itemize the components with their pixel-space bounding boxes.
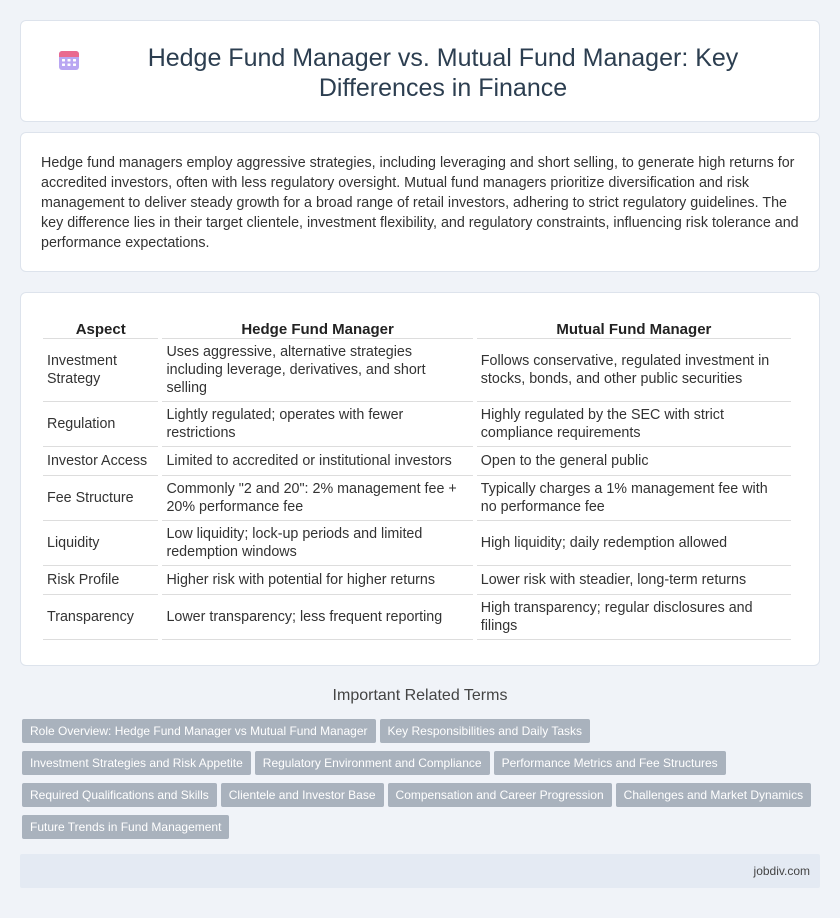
table-row [43, 521, 791, 566]
cell-hedge: Uses aggressive, alternative strategies including leverage, derivatives, and short selling [162, 339, 472, 402]
related-term-tag[interactable]: Regulatory Environment and Compliance [255, 751, 490, 775]
header-hedge-fund: Hedge Fund Manager [162, 313, 472, 339]
table-header-row [43, 313, 791, 339]
comparison-card [20, 292, 820, 666]
cell-mutual: High liquidity; daily redemption allowed [477, 521, 791, 566]
header-aspect: Aspect [43, 313, 158, 339]
related-term-tag[interactable]: Future Trends in Fund Management [22, 815, 229, 839]
related-term-tag[interactable]: Performance Metrics and Fee Structures [494, 751, 726, 775]
intro-card [20, 132, 820, 272]
cell-aspect: Investor Access [43, 447, 158, 476]
cell-mutual: Follows conservative, regulated investment in stocks, bonds, and other public securities [477, 339, 791, 402]
cell-aspect: Regulation [43, 402, 158, 447]
footer [20, 854, 820, 888]
intro-text: Hedge fund managers employ aggressive strategies, including leveraging and short selling, to generate high returns for accredited investors, often with less regulatory oversight. Mutual fund managers prioritize diversification and risk management to deliver steady growth for a broad range of retail investors, adhering to strict regulatory guidelines. The key difference lies in their target clientele, investment flexibility, and regulatory constraints, influencing risk tolerance and performance expectations. [41, 155, 799, 251]
related-term-tag[interactable]: Compensation and Career Progression [388, 783, 612, 807]
cell-hedge: Higher risk with potential for higher returns [162, 566, 472, 595]
cell-aspect: Risk Profile [43, 566, 158, 595]
related-term-tag[interactable]: Role Overview: Hedge Fund Manager vs Mutual Fund Manager [22, 719, 376, 743]
related-term-tag[interactable]: Investment Strategies and Risk Appetite [22, 751, 251, 775]
cell-mutual: Open to the general public [477, 447, 791, 476]
calendar-icon [57, 48, 81, 72]
footer-site[interactable]: jobdiv.com [753, 864, 810, 878]
cell-hedge: Lightly regulated; operates with fewer restrictions [162, 402, 472, 447]
cell-hedge: Low liquidity; lock-up periods and limited redemption windows [162, 521, 472, 566]
related-terms-list [22, 719, 822, 847]
cell-mutual: Lower risk with steadier, long-term returns [477, 566, 791, 595]
table-row [43, 595, 791, 640]
related-term-tag[interactable]: Challenges and Market Dynamics [616, 783, 811, 807]
related-terms-title: Important Related Terms [332, 687, 508, 704]
cell-hedge: Limited to accredited or institutional investors [162, 447, 472, 476]
page-title: Hedge Fund Manager vs. Mutual Fund Manager: Key Differences in Finance [147, 44, 739, 102]
table-row [43, 402, 791, 447]
header-mutual-fund: Mutual Fund Manager [477, 313, 791, 339]
cell-aspect: Liquidity [43, 521, 158, 566]
header-card [20, 20, 820, 122]
cell-hedge: Commonly "2 and 20": 2% management fee + 20% performance fee [162, 476, 472, 521]
cell-aspect: Transparency [43, 595, 158, 640]
table-row [43, 339, 791, 402]
cell-hedge: Lower transparency; less frequent reporting [162, 595, 472, 640]
related-term-tag[interactable]: Required Qualifications and Skills [22, 783, 217, 807]
cell-mutual: Typically charges a 1% management fee with no performance fee [477, 476, 791, 521]
table-row [43, 447, 791, 476]
cell-mutual: Highly regulated by the SEC with strict compliance requirements [477, 402, 791, 447]
table-row [43, 476, 791, 521]
related-term-tag[interactable]: Key Responsibilities and Daily Tasks [380, 719, 591, 743]
comparison-table [39, 313, 795, 640]
cell-aspect: Investment Strategy [43, 339, 158, 402]
table-row [43, 566, 791, 595]
cell-aspect: Fee Structure [43, 476, 158, 521]
related-term-tag[interactable]: Clientele and Investor Base [221, 783, 384, 807]
cell-mutual: High transparency; regular disclosures and filings [477, 595, 791, 640]
